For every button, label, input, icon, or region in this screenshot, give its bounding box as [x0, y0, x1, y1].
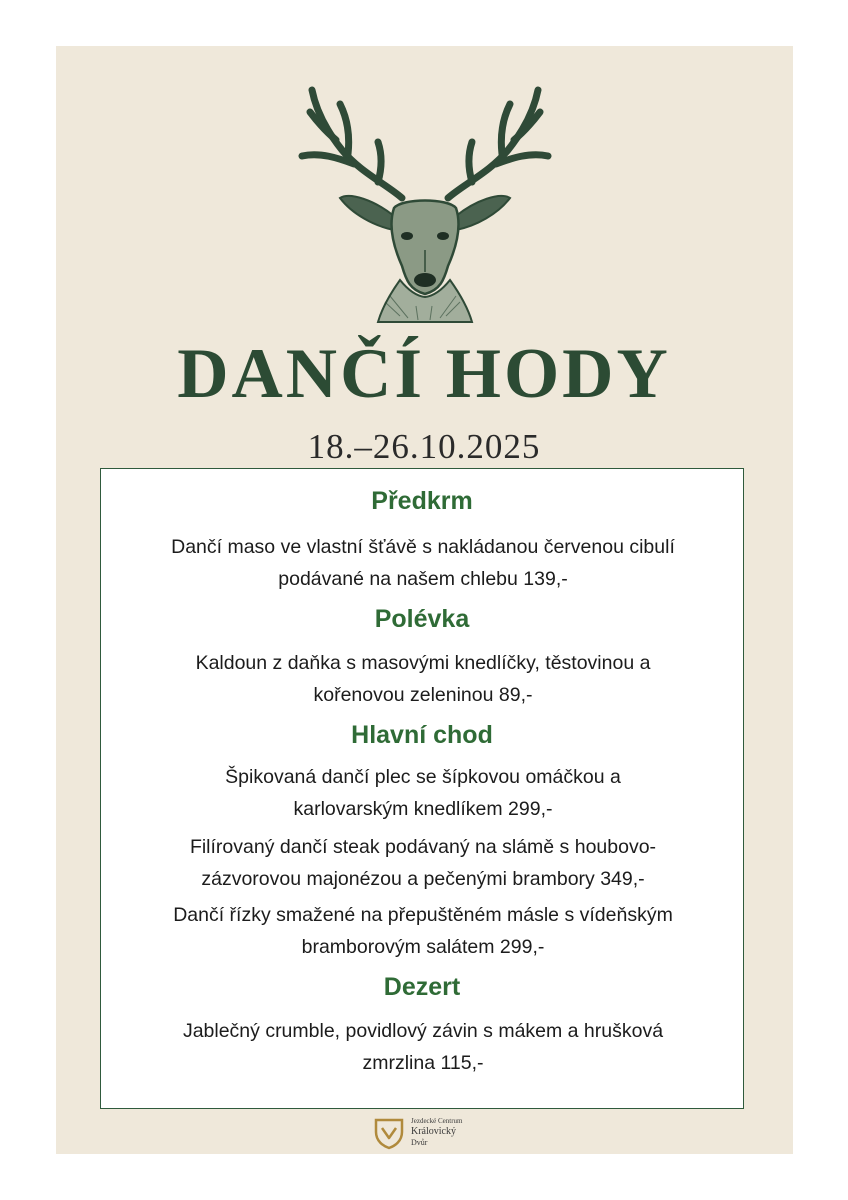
- menu-card: [100, 468, 744, 1109]
- menu-item-line: Špikovaná dančí plec se šípkovou omáčkou a: [225, 766, 621, 788]
- section-heading-hlavni-chod: Hlavní chod: [351, 721, 493, 749]
- menu-item-line: podávané na našem chlebu 139,-: [278, 568, 568, 590]
- logo-line-3: Dvůr: [411, 1138, 428, 1147]
- page-title: DANČÍ HODY: [177, 335, 671, 413]
- menu-item-line: bramborovým salátem 299,-: [301, 936, 545, 958]
- menu-item-line: zmrzlina 115,-: [362, 1052, 484, 1074]
- menu-item-line: Filírovaný dančí steak podávaný na slámě s houbovo-: [189, 836, 657, 858]
- menu-item-line: kořenovou zeleninou 89,-: [313, 684, 533, 706]
- menu-item-line: Dančí maso ve vlastní šťávě s nakládanou červenou cibulí: [171, 536, 675, 558]
- logo-line-1: Jezdecké Centrum: [411, 1117, 463, 1125]
- section-heading-polevka: Polévka: [374, 605, 470, 633]
- event-dates: 18.–26.10.2025: [307, 427, 541, 466]
- logo-line-2: Královický: [411, 1126, 456, 1137]
- menu-item-line: Kaldoun z daňka s masovými knedlíčky, těstovinou a: [195, 652, 651, 674]
- shield-crest-icon: [372, 1116, 406, 1150]
- menu-item-line: zázvorovou majonézou a pečenými brambory 349,-: [201, 868, 645, 890]
- menu-item-line: karlovarským knedlíkem 299,-: [293, 798, 553, 820]
- section-heading-dezert: Dezert: [383, 973, 461, 1001]
- menu-item-line: Jablečný crumble, povidlový závin s mákem a hrušková: [182, 1020, 664, 1042]
- brand-logo: [370, 1114, 490, 1154]
- deer-head-illustration: [290, 80, 560, 325]
- menu-item-line: Dančí řízky smažené na přepuštěném másle s vídeňským: [173, 904, 673, 926]
- section-heading-predkrm: Předkrm: [371, 487, 473, 515]
